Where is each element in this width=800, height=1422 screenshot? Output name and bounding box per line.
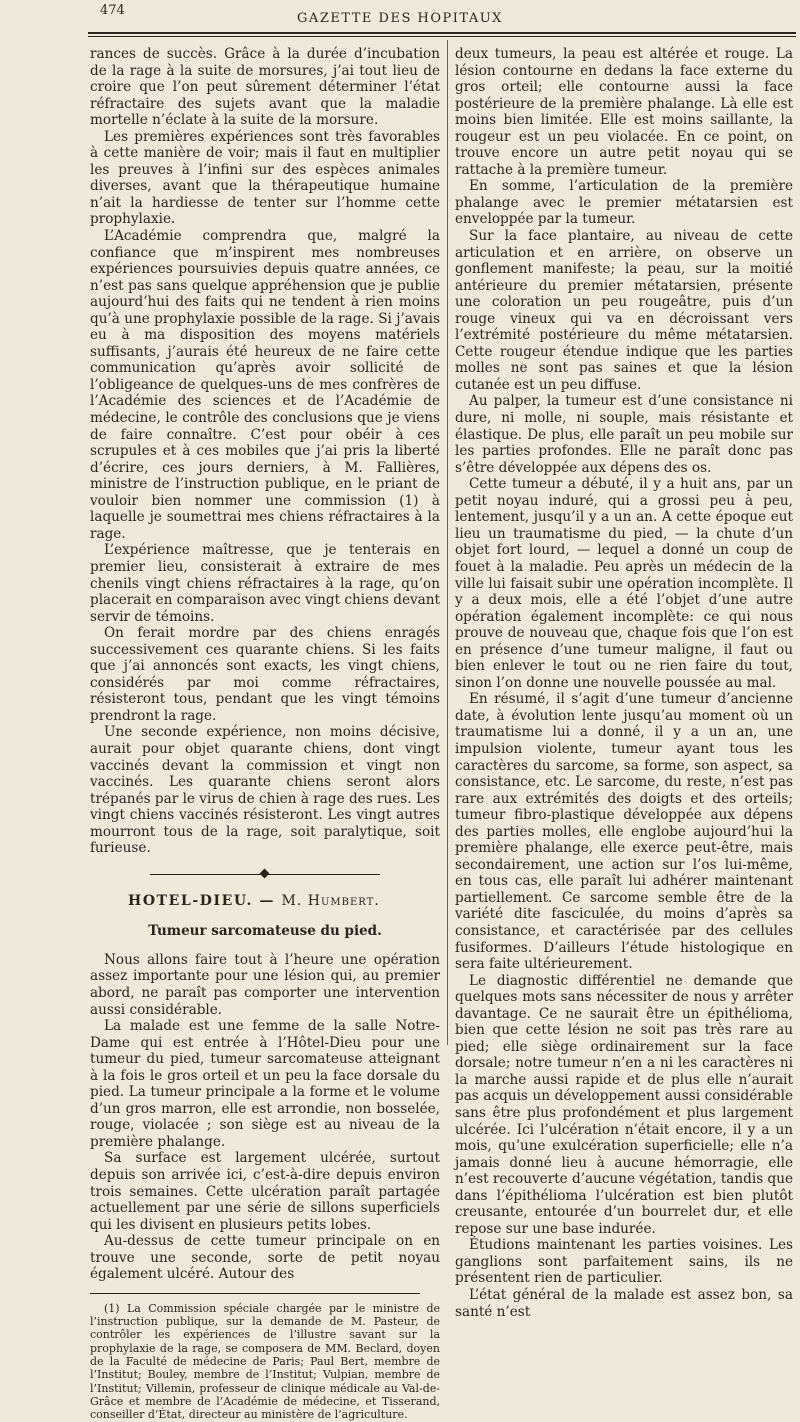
paragraph: Les premières expériences sont très favorables à cette manière de voir; mais il faut en multiplier les preuves à l’infini sur des espèces animales diverses, avant que la thérapeutique humaine n’ait la hardiesse de tenter sur l’homme cette prophylaxie.: [90, 128, 440, 228]
paragraph: Une seconde expérience, non moins décisive, aurait pour objet quarante chiens, dont vingt vaccinés devant la commission et vingt non vaccinés. Les quarante chiens seront alors trépanés par le virus de chien à rage des rues. Les vingt chiens vaccinés résisteront. Les vingt autres mourront tous de la rage, soit paralytique, soit furieuse.: [90, 724, 440, 857]
section-name: HOTEL-DIEU.: [128, 892, 253, 909]
paragraph: Sur la face plantaire, au niveau de cette articulation et en arrière, on observe un gonflement manifeste; la peau, sur la moitié antérieure du premier métatarsien, présente une coloration un peu rougeâtre, puis d’un rouge vineux qui va en décroissant vers l’extrémité postérieure du même métatarsien. Cette rougeur étendue indique que les parties molles ne sont pas saines et que la lésion cutanée est un peu diffuse.: [455, 228, 793, 393]
page-number: 474: [100, 3, 125, 18]
paragraph: Le diagnostic différentiel ne demande que quelques mots sans nécessiter de nous y arrêter davantage. Ce ne saurait être un épithélioma, bien que cette lésion ne soit pas très rare au pied; elle siège ordinairement sur la face dorsale; notre tumeur n’en a ni les caractères ni la marche aussi rapide et de plus elle n’aurait pas acquis un développement aussi considérable sans être plus profondément et plus largement ulcérée. Ici l’ulcération n’était encore, il y a un mois, qu’une exulcération superficielle; elle n’a jamais donné lieu à aucune hémorragie, elle n’est recouverte d’aucune végétation, tandis que dans l’épithélioma l’ulcération est bien plutôt creusante, entourée d’un bourrelet dur, et elle repose sur une base indurée.: [455, 972, 793, 1237]
paragraph: L’état général de la malade est assez bon, sa santé n’est: [455, 1287, 793, 1320]
paragraph: L’Académie comprendra que, malgré la confiance que m’inspirent mes nombreuses expériences poursuivies depuis quatre années, ce n’est pas sans quelque appréhension que je publie aujourd’hui des faits qui ne tendent à rien moins qu’à une prophylaxie possible de la rage. Si j’avais eu à ma disposition des moyens matériels suffisants, j’aurais été heureux de ne faire cette communication qu’après avoir sollicité de l’obligeance de quelques-uns de mes confrères de l’Académie des sciences et de l’Académie de médecine, le contrôle des conclusions que je viens de faire connaître. C’est pour obéir à ces scrupules et à ces mobiles que j’ai pris la liberté d’écrire, ces jours derniers, à M. Fallières, ministre de l’instruction publique, en le priant de vouloir bien nommer une commission (1) à laquelle je soumettrai mes chiens réfractaires à la rage.: [90, 228, 440, 542]
section-separator: [90, 869, 440, 879]
paragraph: L’expérience maîtresse, que je tenterais en premier lieu, consisterait à extraire de mes chenils vingt chiens réfractaires à la rage, qu’on placerait en comparaison avec vingt chiens devant servir de témoins.: [90, 542, 440, 625]
left-column: [90, 46, 440, 1422]
paragraph: Au palper, la tumeur est d’une consistance ni dure, ni molle, ni souple, mais résistante et élastique. De plus, elle paraît un peu mobile sur les parties profondes. Elle ne paraît donc pas s’être développée aux dépens des os.: [455, 393, 793, 476]
paragraph: La malade est une femme de la salle Notre-Dame qui est entrée à l’Hôtel-Dieu pour une tumeur du pied, tumeur sarcomateuse atteignant à la fois le gros orteil et un peu la face dorsale du pied. La tumeur principale a la forme et le volume d’un gros marron, elle est arrondie, non bosselée, rouge, violacée ; son siège est au niveau de la première phalange.: [90, 1018, 440, 1150]
header-rule: [88, 32, 796, 34]
section-dash: —: [252, 892, 282, 909]
paragraph: Cette tumeur a débuté, il y a huit ans, par un petit noyau induré, qui a grossi peu à peu, lentement, jusqu’il y a un an. A cette époque eut lieu un traumatisme du pied, — la chute d’un objet fort lourd, — lequel a donné un coup de fouet à la maladie. Peu après un médecin de la ville lui faisait subir une opération incomplète. Il y a deux mois, elle a été l’objet d’une autre opération également incomplète: ce qui nous prouve de nouveau que, chaque fois que l’on est en présence d’une tumeur maligne, il faut ou bien enlever le tout ou ne rien faire du tout, sinon l’on donne une nouvelle poussée au mal.: [455, 476, 793, 691]
paragraph: En résumé, il s’agit d’une tumeur d’ancienne date, à évolution lente jusqu’au moment où un traumatisme lui a donné, il y a un an, une impulsion violente, tumeur ayant tous les caractères du sarcome, sa forme, son aspect, sa consistance, etc. Le sarcome, du reste, n’est pas rare aux extrémités des doigts et des orteils; tumeur fibro-plastique développée aux dépens des parties molles, elle englobe aujourd’hui la première phalange, elle exerce peut-être, mais secondairement, une action sur l’os lui-même, en tous cas, elle paraît lui adhérer maintenant partiellement. Ce sarcome semble être de la variété dite fasciculée, du moins d’après sa consistance, et caractérisée par des cellules fusiformes. D’ailleurs l’étude histologique en sera faite ultérieurement.: [455, 691, 793, 973]
paragraph: rances de succès. Grâce à la durée d’incubation de la rage à la suite de morsures, j’ai tout lieu de croire que l’on peut sûrement déterminer l’état réfractaire des sujets avant que la maladie mortelle n’éclate à la suite de la morsure.: [90, 46, 440, 129]
section-title: [128, 893, 440, 910]
section-author: M. Humbert.: [281, 892, 380, 909]
paragraph: Au-dessus de cette tumeur principale on en trouve une seconde, sorte de petit noyau également ulcéré. Autour des: [90, 1233, 440, 1283]
paragraph: Étudions maintenant les parties voisines. Les ganglions sont parfaitement sains, ils ne présentent rien de particulier.: [455, 1237, 793, 1287]
paragraph: On ferait mordre par des chiens enragés successivement ces quarante chiens. Si les faits que j’ai annoncés sont exacts, les vingt chiens, considérés par moi comme réfractaires, résisteront tous, pendant que les vingt témoins prendront la rage.: [90, 625, 440, 724]
paragraph: En somme, l’articulation de la première phalange avec le premier métatarsien est enveloppée par la tumeur.: [455, 178, 793, 228]
footnote: (1) La Commission spéciale chargée par le ministre de l’instruction publique, sur la demande de M. Pasteur, de contrôler les expériences de l’illustre savant sur la prophylaxie de la rage, se composera de MM. Beclard, doyen de la Faculté de médecine de Paris; Paul Bert, membre de l’Institut; Bouley, membre de l’Institut; Vulpian, membre de l’Institut; Villemin, professeur de clinique médicale au Val-de-Grâce et membre de l’Académie de médecine, et Tisserand, conseiller d’État, directeur au ministère de l’agriculture.: [90, 1301, 440, 1422]
paragraph: deux tumeurs, la peau est altérée et rouge. La lésion contourne en dedans la face externe du gros orteil; elle contourne aussi la face postérieure de la première phalange. Là elle est moins bien limitée. Elle est moins saillante, la rougeur est un peu violacée. En ce point, on trouve encore un autre petit noyau qui se rattache à la première tumeur.: [455, 46, 793, 178]
footnote-rule: [90, 1293, 420, 1294]
running-title: GAZETTE DES HOPITAUX: [297, 11, 503, 26]
paragraph: Sa surface est largement ulcérée, surtout depuis son arrivée ici, c’est-à-dire depuis environ trois semaines. Cette ulcération paraît partagée actuellement par une série de sillons superficiels qui les divisent en plusieurs petits lobes.: [90, 1150, 440, 1233]
column-divider: [447, 40, 448, 1045]
paragraph: Nous allons faire tout à l’heure une opération assez importante pour une lésion qui, au premier abord, ne paraît pas comporter une intervention aussi considérable.: [90, 951, 440, 1018]
right-column: [455, 46, 793, 1320]
subsection-title: Tumeur sarcomateuse du pied.: [148, 923, 382, 940]
header-rule-thin: [88, 36, 796, 37]
